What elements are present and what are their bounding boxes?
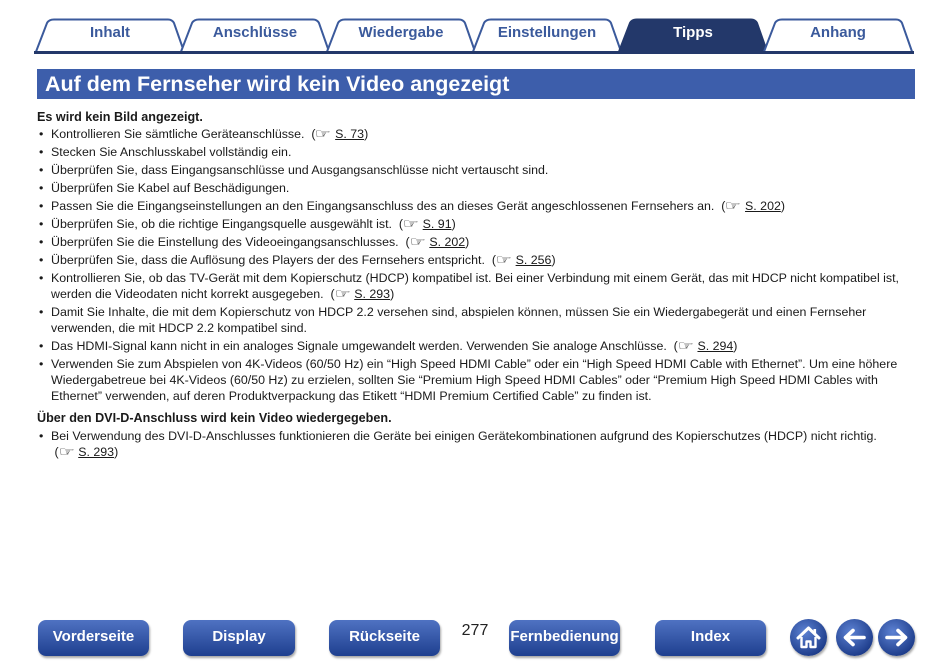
list-item-text: Stecken Sie Anschlusskabel vollständig ein. <box>51 145 292 159</box>
page-reference-link[interactable]: (☞ S. 293) <box>51 444 119 459</box>
tab-wiedergabe[interactable] <box>325 18 477 54</box>
arrow-left-icon <box>836 619 873 656</box>
page-reference-link[interactable]: (☞ S. 293) <box>327 286 395 301</box>
list-item-text: Kontrollieren Sie, ob das TV-Gerät mit dem Kopierschutz (HDCP) kompatibel ist. Bei einer Verbindung mit einem Gerät, das mit HDCP nicht kompatibel ist, werden die Videodaten nicht korrekt ausgegeben. <box>51 271 899 301</box>
arrow-right-icon <box>878 619 915 656</box>
pointing-hand-icon: ☞ <box>409 234 426 249</box>
section-heading: Über den DVI-D-Anschluss wird kein Video wiedergegeben. <box>37 411 392 425</box>
bullet-list <box>37 428 917 460</box>
list-item <box>37 270 917 302</box>
tab-anhang[interactable] <box>762 18 914 54</box>
bullet-list <box>37 126 917 404</box>
list-item-text: Überprüfen Sie Kabel auf Beschädigungen. <box>51 181 290 195</box>
tab-label: Anschlüsse <box>212 24 298 41</box>
page-reference-label: S. 202 <box>429 235 466 249</box>
list-item <box>37 126 917 142</box>
list-item-text: Verwenden Sie zum Abspielen von 4K-Videos (60/50 Hz) ein “High Speed HDMI Cable” oder ein “High Speed HDMI Cable with Ethernet”. Um eine höhere Wiedergabetreue bei 4K-Videos (60/50 Hz) zu erzielen, sollten Sie “Premium High Speed HDMI Cables” oder “Premium High Speed HDMI Cables with Ethernet” verwenden, auf deren Produktverpackung das Etikett “HDMI Premium Certified Cable” zu finden ist. <box>51 357 898 403</box>
list-item <box>37 144 917 160</box>
list-item-text: Überprüfen Sie die Einstellung des Videoeingangsanschlusses. <box>51 235 399 249</box>
vorderseite-button[interactable]: Vorderseite <box>38 620 149 656</box>
page-reference-label: S. 293 <box>354 287 391 301</box>
section-heading: Es wird kein Bild angezeigt. <box>37 110 203 124</box>
page-title: Auf dem Fernseher wird kein Video angezeigt <box>37 69 915 99</box>
pointing-hand-icon: ☞ <box>677 338 694 353</box>
list-item <box>37 252 917 268</box>
page-reference-link[interactable]: (☞ S. 256) <box>488 252 556 267</box>
home-icon <box>790 619 827 656</box>
page-reference-label: S. 294 <box>697 339 734 353</box>
rueckseite-button[interactable]: Rückseite <box>329 620 440 656</box>
tab-bar <box>34 18 914 54</box>
list-item-text: Das HDMI-Signal kann nicht in ein analoges Signale umgewandelt werden. Verwenden Sie analoge Anschlüsse. <box>51 339 667 353</box>
tab-tipps[interactable] <box>617 18 769 54</box>
list-item-text: Überprüfen Sie, ob die richtige Eingangsquelle ausgewählt ist. <box>51 217 392 231</box>
tab-inhalt[interactable] <box>34 18 186 54</box>
page-reference-label: S. 91 <box>422 217 452 231</box>
pointing-hand-icon: ☞ <box>315 126 332 141</box>
tab-underline <box>34 51 914 54</box>
previous-page-button[interactable] <box>836 619 873 656</box>
tab-label: Anhang <box>810 24 866 41</box>
list-item-text: Bei Verwendung des DVI-D-Anschlusses funktionieren die Geräte bei einigen Gerätekombinationen aufgrund des Kopierschutzes (HDCP) nicht richtig. <box>51 429 877 443</box>
list-item <box>37 304 917 336</box>
page-reference-link[interactable]: (☞ S. 202) <box>402 234 470 249</box>
pointing-hand-icon: ☞ <box>402 216 419 231</box>
list-item <box>37 162 917 178</box>
page-reference-label: S. 256 <box>515 253 552 267</box>
list-item-text: Kontrollieren Sie sämtliche Geräteanschlüsse. <box>51 127 305 141</box>
tab-label: Tipps <box>673 24 713 41</box>
pointing-hand-icon: ☞ <box>725 198 742 213</box>
list-item <box>37 428 917 460</box>
list-item-text: Überprüfen Sie, dass die Auflösung des Players der des Fernsehers entspricht. <box>51 253 485 267</box>
list-item <box>37 198 917 214</box>
tab-label: Inhalt <box>90 24 130 41</box>
tab-anschluesse[interactable] <box>179 18 331 54</box>
list-item-text: Damit Sie Inhalte, die mit dem Kopierschutz von HDCP 2.2 versehen sind, abspielen können, müssen Sie ein Wiedergabegerät und einen Fernseher verwenden, die mit HDCP 2.2 kompatibel sind. <box>51 305 867 335</box>
list-item <box>37 338 917 354</box>
pointing-hand-icon: ☞ <box>334 286 351 301</box>
tab-label: Einstellungen <box>497 24 597 41</box>
home-button[interactable] <box>790 619 827 656</box>
list-item <box>37 180 917 196</box>
list-item <box>37 234 917 250</box>
tab-einstellungen[interactable] <box>471 18 623 54</box>
display-button[interactable]: Display <box>183 620 295 656</box>
page-reference-label: S. 293 <box>78 445 115 459</box>
next-page-button[interactable] <box>878 619 915 656</box>
list-item-text: Überprüfen Sie, dass Eingangsanschlüsse und Ausgangsanschlüsse nicht vertauscht sind. <box>51 163 549 177</box>
index-button[interactable]: Index <box>655 620 766 656</box>
page-reference-label: S. 73 <box>335 127 365 141</box>
page-number: 277 <box>461 622 489 639</box>
page-reference-link[interactable]: (☞ S. 73) <box>307 126 369 141</box>
page-reference-link[interactable]: (☞ S. 202) <box>717 198 785 213</box>
page-reference-link[interactable]: (☞ S. 91) <box>395 216 456 231</box>
list-item <box>37 356 917 404</box>
page-reference-link[interactable]: (☞ S. 294) <box>670 338 738 353</box>
list-item-text: Passen Sie die Eingangseinstellungen an den Eingangsanschluss des an dieses Gerät angeschlossenen Fernsehers an. <box>51 199 715 213</box>
pointing-hand-icon: ☞ <box>495 252 512 267</box>
list-item <box>37 216 917 232</box>
content-area <box>37 106 917 462</box>
tab-label: Wiedergabe <box>358 24 444 41</box>
page-reference-label: S. 202 <box>745 199 781 213</box>
pointing-hand-icon: ☞ <box>58 444 75 459</box>
fernbedienung-button[interactable]: Fernbedienung <box>509 620 620 656</box>
